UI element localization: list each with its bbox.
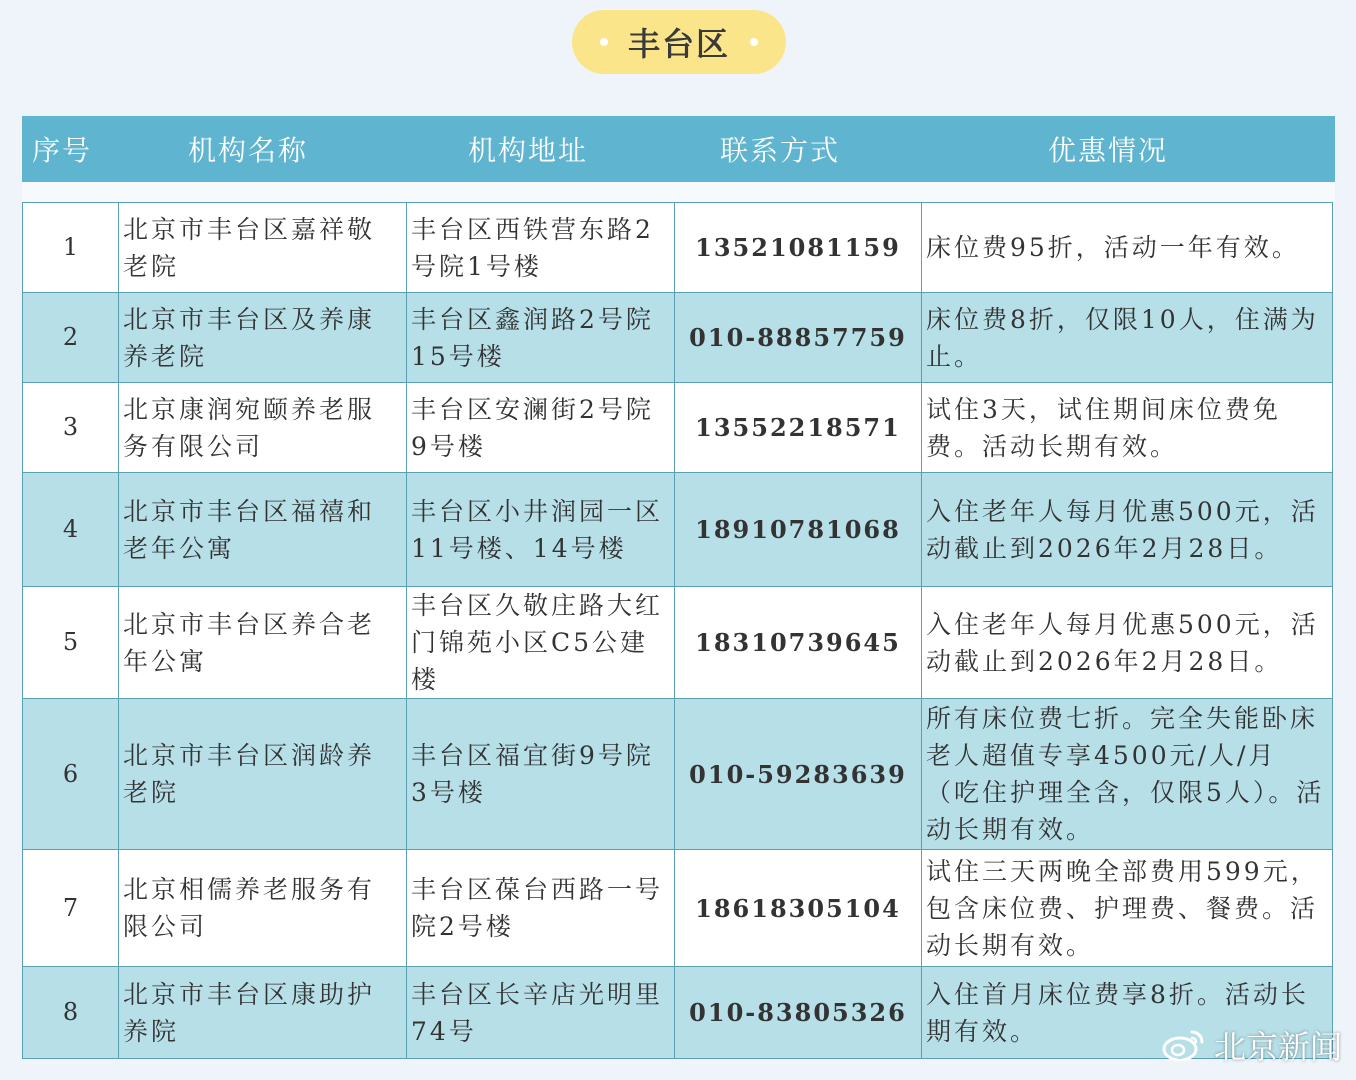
table-row [23, 967, 1333, 1059]
badge-dot-left [600, 38, 608, 46]
row-phone: 010-83805326 [675, 967, 922, 1059]
row-phone: 010-88857759 [675, 293, 922, 383]
row-name: 北京市丰台区养合老年公寓 [119, 587, 407, 699]
row-address: 丰台区久敬庄路大红门锦苑小区C5公建楼 [407, 587, 675, 699]
row-discount: 入住老年人每月优惠500元，活动截止到2026年2月28日。 [922, 587, 1333, 699]
row-discount: 试住3天，试住期间床位费免费。活动长期有效。 [922, 383, 1333, 473]
row-discount: 入住老年人每月优惠500元，活动截止到2026年2月28日。 [922, 473, 1333, 587]
table-row [23, 699, 1333, 850]
row-address: 丰台区西铁营东路2号院1号楼 [407, 203, 675, 293]
row-seq: 3 [23, 383, 119, 473]
row-name: 北京相儒养老服务有限公司 [119, 850, 407, 967]
table-row [23, 383, 1333, 473]
row-discount: 入住首月床位费享8折。活动长期有效。 [922, 967, 1333, 1059]
row-seq: 2 [23, 293, 119, 383]
table-row [23, 293, 1333, 383]
header-name: 机构名称 [187, 134, 308, 167]
badge-dot-right [750, 38, 758, 46]
weibo-logo-icon [1162, 1028, 1206, 1062]
header-seq: 序号 [31, 134, 92, 167]
header-address: 机构地址 [467, 134, 588, 167]
row-seq: 4 [23, 473, 119, 587]
row-phone: 18910781068 [675, 473, 922, 587]
row-phone: 13521081159 [675, 203, 922, 293]
table-row [23, 473, 1333, 587]
row-discount: 床位费95折，活动一年有效。 [922, 203, 1333, 293]
table-header [22, 116, 1335, 182]
table-row [23, 587, 1333, 699]
row-discount: 所有床位费七折。完全失能卧床老人超值专享4500元/人/月（吃住护理全含，仅限5人）。活动长期有效。 [922, 699, 1333, 850]
row-discount: 床位费8折，仅限10人，住满为止。 [922, 293, 1333, 383]
row-phone: 18618305104 [675, 850, 922, 967]
row-seq: 8 [23, 967, 119, 1059]
row-seq: 7 [23, 850, 119, 967]
district-badge [572, 10, 786, 74]
row-phone: 13552218571 [675, 383, 922, 473]
row-address: 丰台区小井润园一区11号楼、14号楼 [407, 473, 675, 587]
row-address: 丰台区葆台西路一号院2号楼 [407, 850, 675, 967]
row-name: 北京市丰台区福禧和老年公寓 [119, 473, 407, 587]
row-name: 北京市丰台区润龄养老院 [119, 699, 407, 850]
row-discount: 试住三天两晚全部费用599元，包含床位费、护理费、餐费。活动长期有效。 [922, 850, 1333, 967]
header-contact: 联系方式 [719, 134, 840, 167]
header-gap [22, 182, 1335, 202]
row-name: 北京市丰台区康助护养院 [119, 967, 407, 1059]
district-title: 丰台区 [627, 25, 730, 63]
table-row [23, 203, 1333, 293]
header-discount: 优惠情况 [1047, 134, 1168, 167]
row-address: 丰台区安澜街2号院9号楼 [407, 383, 675, 473]
row-name: 北京康润宛颐养老服务有限公司 [119, 383, 407, 473]
row-address: 丰台区鑫润路2号院15号楼 [407, 293, 675, 383]
row-phone: 010-59283639 [675, 699, 922, 850]
row-phone: 18310739645 [675, 587, 922, 699]
row-address: 丰台区福宜街9号院3号楼 [407, 699, 675, 850]
row-address: 丰台区长辛店光明里74号 [407, 967, 675, 1059]
row-seq: 6 [23, 699, 119, 850]
institution-table [22, 202, 1333, 1059]
row-name: 北京市丰台区嘉祥敬老院 [119, 203, 407, 293]
table-row [23, 850, 1333, 967]
row-name: 北京市丰台区及养康养老院 [119, 293, 407, 383]
row-seq: 1 [23, 203, 119, 293]
watermark-text: 北京新闻 [1213, 1028, 1342, 1066]
row-seq: 5 [23, 587, 119, 699]
watermark [1162, 1022, 1342, 1068]
